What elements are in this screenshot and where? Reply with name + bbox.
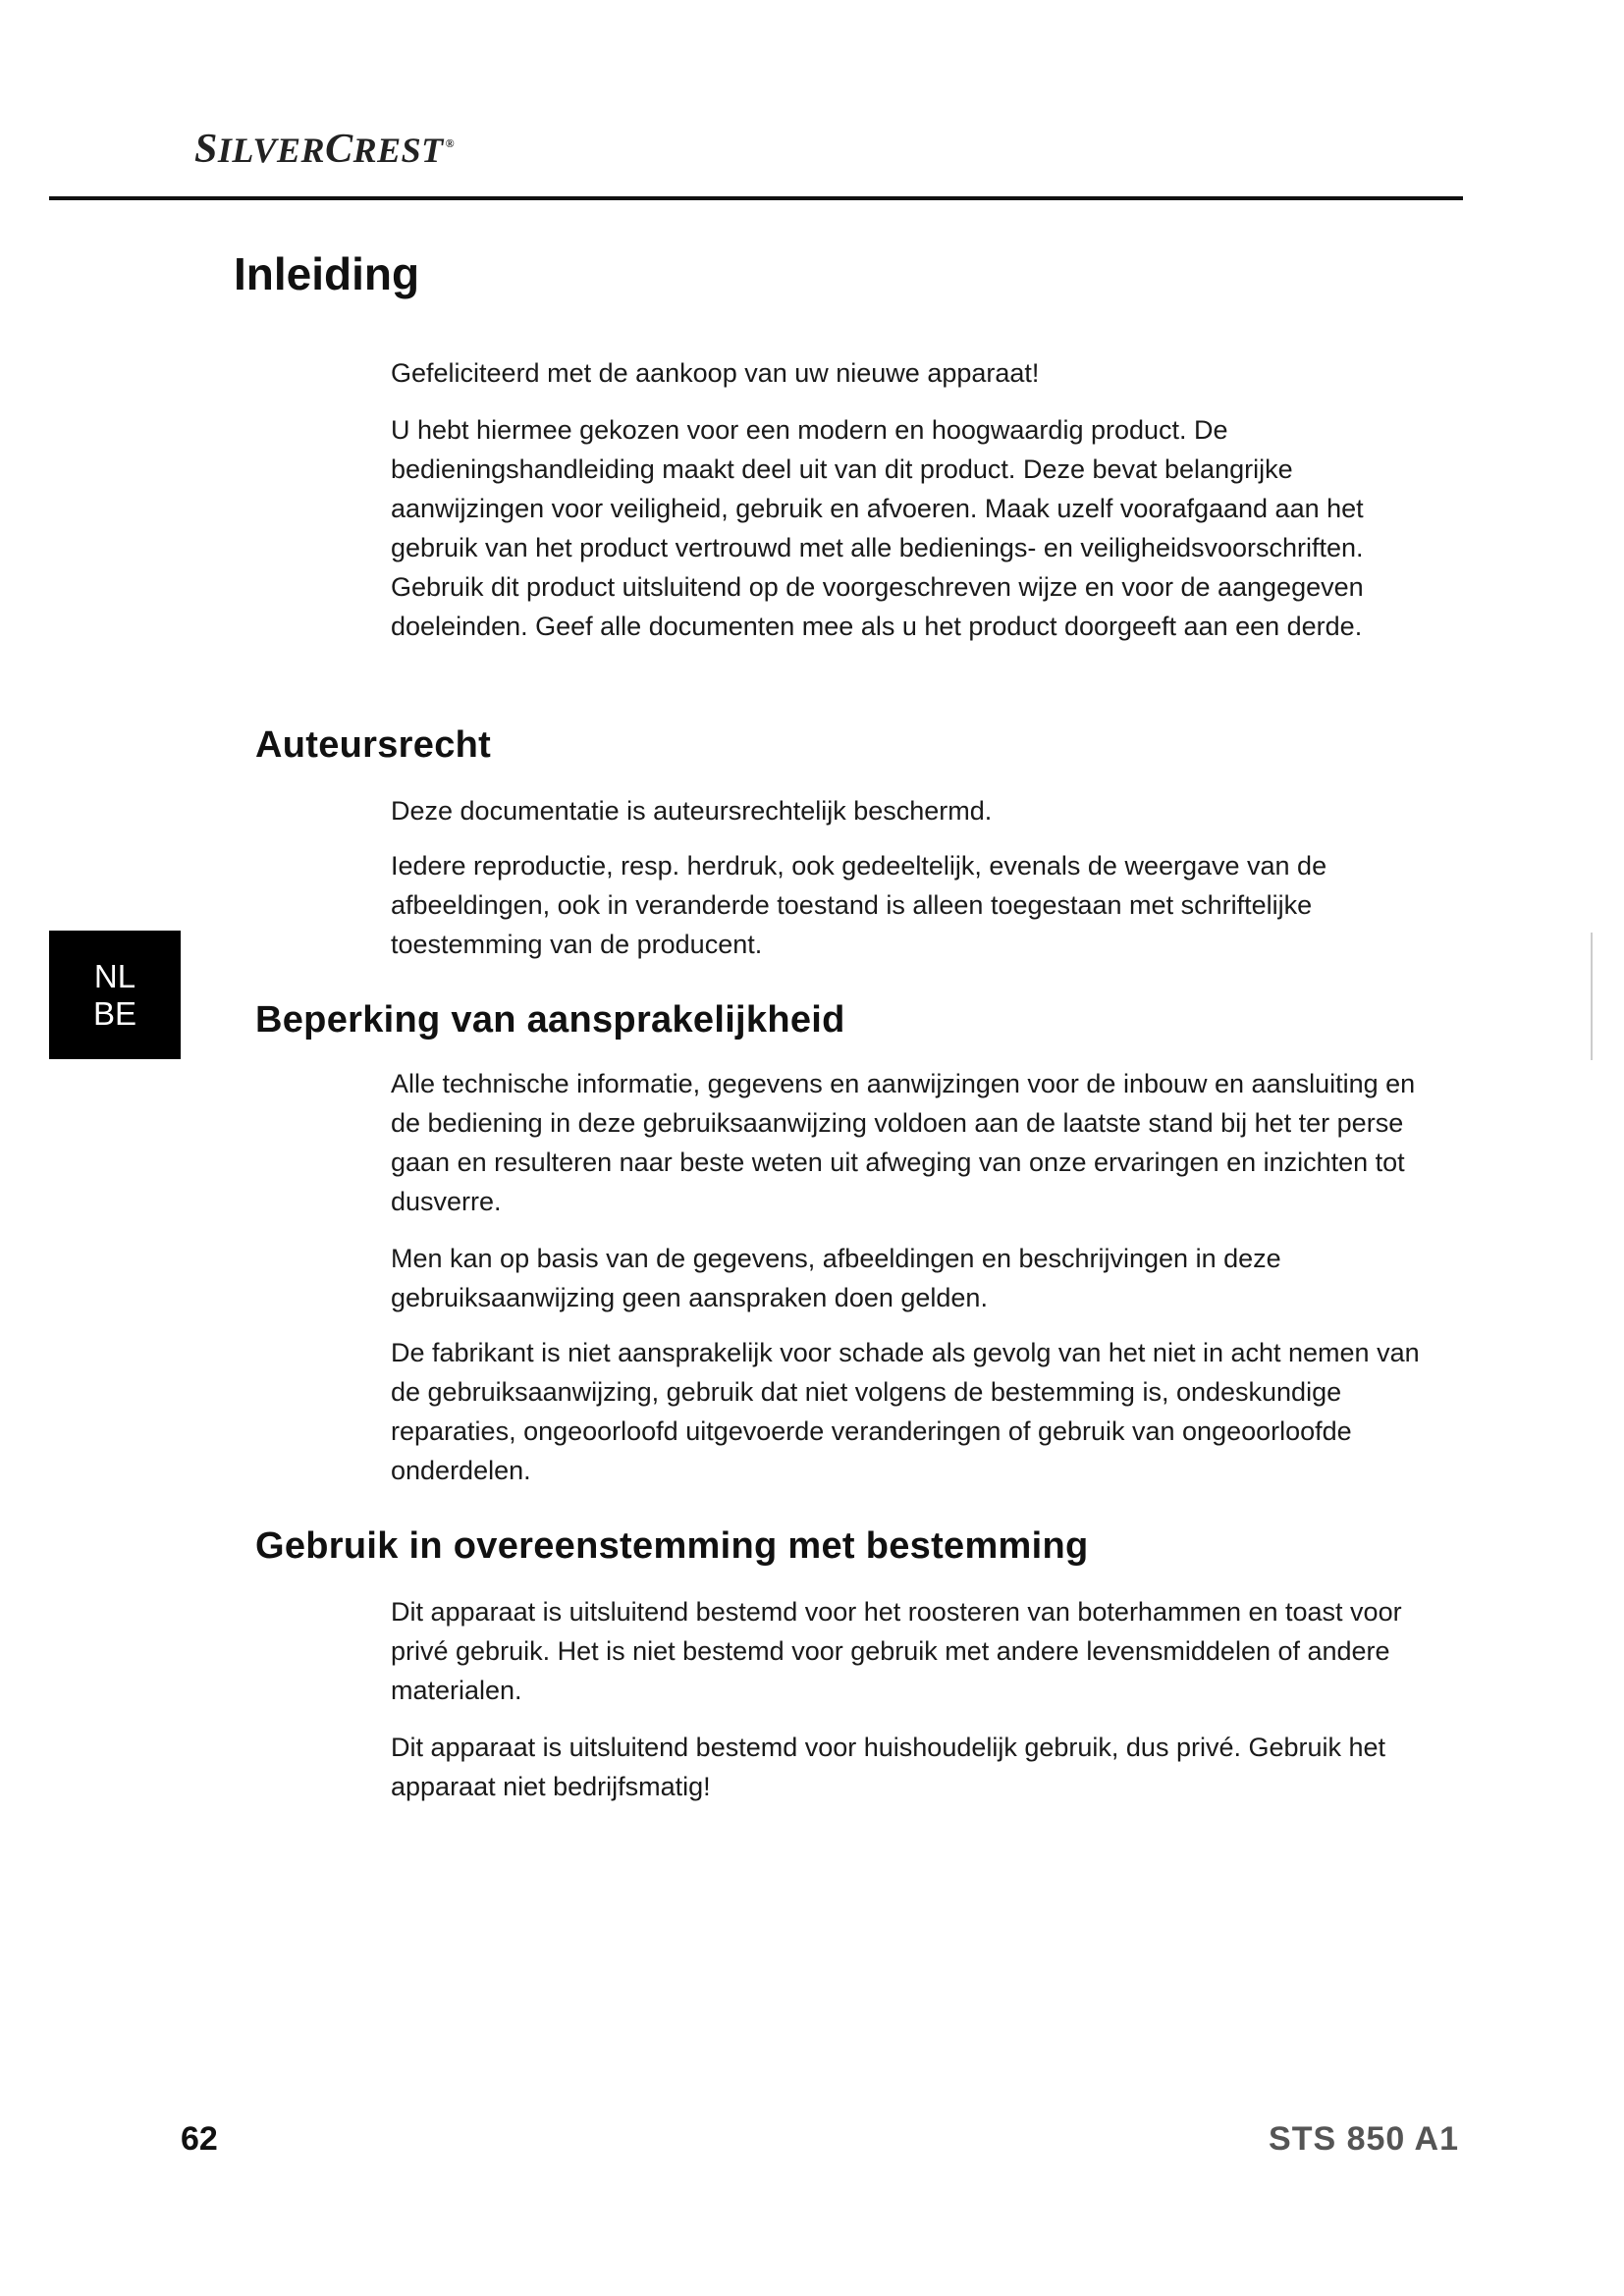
heading-auteursrecht: Auteursrecht [255,724,492,766]
liability-paragraph-3: De fabrikant is niet aansprakelijk voor schade als gevolg van het niet in acht nemen van de gebruiksaanwijzing, gebruik dat niet volgens de bestemming is, ondeskundige reparaties, ongeoorloofd uitgevoerde veranderingen of gebruik van ongeoorloofde onderdelen. [391,1338,1420,1485]
copyright-paragraph-1: Deze documentatie is auteursrechtelijk beschermd. [391,796,993,826]
liability-paragraph-1: Alle technische informatie, gegevens en aanwijzingen voor de inbouw en aansluiting en de bediening in deze gebruiksaanwijzing voldoen aan de laatste stand bij het ter perse gaan en resulteren naar beste weten uit afweging van onze ervaringen en inzichten tot dusverre. [391,1069,1416,1216]
heading-gebruik: Gebruik in overeenstemming met bestemming [255,1525,1089,1567]
liability-paragraph-2: Men kan op basis van de gegevens, afbeeldingen en beschrijvingen in deze gebruiksaanwijzing geen aanspraken doen gelden. [391,1244,1281,1312]
intro-paragraph-1: Gefeliciteerd met de aankoop van uw nieuwe apparaat! [391,358,1040,388]
language-tab [49,931,181,1059]
language-code-nl: NL [93,957,136,994]
heading-inleiding: Inleiding [234,248,420,299]
intro-paragraph-2: U hebt hiermee gekozen voor een modern en hoogwaardig product. De bedieningshandleiding maakt deel uit van dit product. Deze bevat belangrijke aanwijzingen voor veiligheid, gebruik en afvoeren. Maak uzelf voorafgaand aan het gebruik van het product vertrouwd met alle bedienings- en veiligheidsvoorschriften. Gebruik dit product uitsluitend op de voorgeschreven wijze en voor de aangegeven doeleinden. Geef alle documenten mee als u het product doorgeeft aan een derde. [391,415,1364,641]
header-rule [49,196,1463,200]
heading-beperking: Beperking van aansprakelijkheid [255,999,845,1041]
intended-use-paragraph-1: Dit apparaat is uitsluitend bestemd voor het roosteren van boterhammen en toast voor privé gebruik. Het is niet bestemd voor gebruik met andere levensmiddelen of andere materialen. [391,1597,1402,1705]
language-code-be: BE [92,994,137,1032]
page-number: 62 [181,2120,218,2158]
copyright-paragraph-2: Iedere reproductie, resp. herdruk, ook gedeeltelijk, evenals de weergave van de afbeeldingen, ook in veranderde toestand is alleen toegestaan met schriftelijke toestemming van de producent. [391,851,1327,959]
brand-logo: SILVERCREST ® [194,127,456,172]
intended-use-paragraph-2: Dit apparaat is uitsluitend bestemd voor huishoudelijk gebruik, dus privé. Gebruik het apparaat niet bedrijfsmatig! [391,1733,1386,1801]
model-number: STS 850 A1 [1269,2120,1459,2158]
scan-edge-mark [1591,933,1593,1060]
